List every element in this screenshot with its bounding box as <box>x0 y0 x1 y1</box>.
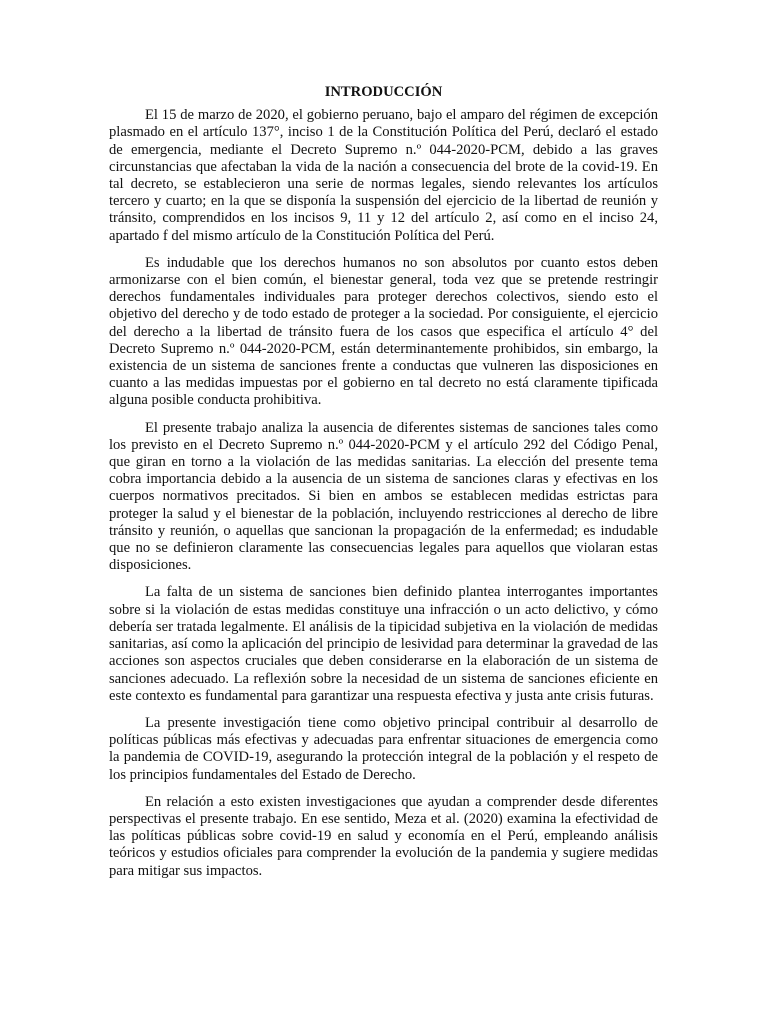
document-page <box>109 84 658 890</box>
paragraph-6: En relación a esto existen investigaciones que ayudan a comprender desde diferentes perspectivas el presente trabajo. En ese sentido, Meza et al. (2020) examina la efectividad de las políticas públicas sobre covid-19 en salud y economía en el Perú, empleando análisis teóricos y estudios oficiales para comprender la evolución de la pandemia y sugiere medidas para mitigar sus impactos. <box>109 793 658 879</box>
paragraph-1: El 15 de marzo de 2020, el gobierno peruano, bajo el amparo del régimen de excepción plasmado en el artículo 137°, inciso 1 de la Constitución Política del Perú, declaró el estado de emergencia, mediante el Decreto Supremo n.º 044-2020-PCM, debido a las graves circunstancias que afectaban la vida de la nación a consecuencia del brote de la covid-19. En tal decreto, se establecieron una serie de normas legales, siendo relevantes los artículos tercero y cuarto; en la que se disponía la suspensión del ejercicio de la libertad de reunión y tránsito, comprendidos en los incisos 9, 11 y 12 del artículo 2, así como en el inciso 24, apartado f del mismo artículo de la Constitución Política del Perú. <box>109 107 658 244</box>
paragraph-3: El presente trabajo analiza la ausencia de diferentes sistemas de sanciones tales como los previsto en el Decreto Supremo n.º 044-2020-PCM y el artículo 292 del Código Penal, que giran en torno a la violación de las medidas sanitarias. La elección del presente tema cobra importancia debido a la ausencia de un sistema de sanciones claras y efectivas en los cuerpos normativos precitados. Si bien en ambos se establecen medidas estrictas para proteger la salud y el bienestar de la población, incluyendo restricciones al derecho de libre tránsito y reunión, o aquellas que sancionan la propagación de la enfermedad; es indudable que no se definieron claramente las consecuencias legales para aquellos que violaran estas disposiciones. <box>109 419 658 574</box>
paragraph-4: La falta de un sistema de sanciones bien definido plantea interrogantes importantes sobre si la violación de estas medidas constituye una infracción o un acto delictivo, y cómo debería ser tratada legalmente. El análisis de la tipicidad subjetiva en la violación de medidas sanitarias, así como la aplicación del principio de lesividad para determinar la gravedad de las acciones son aspectos cruciales que deben considerarse en la elaboración de un sistema de sanciones adecuado. La reflexión sobre la necesidad de un sistema de sanciones eficiente en este contexto es fundamental para garantizar una respuesta efectiva y justa ante crisis futuras. <box>109 584 658 704</box>
paragraph-5: La presente investigación tiene como objetivo principal contribuir al desarrollo de políticas públicas más efectivas y adecuadas para enfrentar situaciones de emergencia como la pandemia de COVID-19, asegurando la protección integral de la población y el respeto de los principios fundamentales del Estado de Derecho. <box>109 714 658 783</box>
paragraph-2: Es indudable que los derechos humanos no son absolutos por cuanto estos deben armonizarse con el bien común, el bienestar general, toda vez que se pretende restringir derechos fundamentales individuales para proteger derechos colectivos, siendo esto el objetivo del derecho y de todo estado de proteger a la sociedad. Por consiguiente, el ejercicio del derecho a la libertad de tránsito fuera de los casos que especifica el artículo 4° del Decreto Supremo n.º 044-2020-PCM, están determinantemente prohibidos, sin embargo, la existencia de un sistema de sanciones frente a conductas que vulneren las disposiciones en cuanto a las medidas impuestas por el gobierno en tal decreto no está claramente tipificada alguna posible conducta prohibitiva. <box>109 254 658 409</box>
section-title: INTRODUCCIÓN <box>324 84 443 100</box>
